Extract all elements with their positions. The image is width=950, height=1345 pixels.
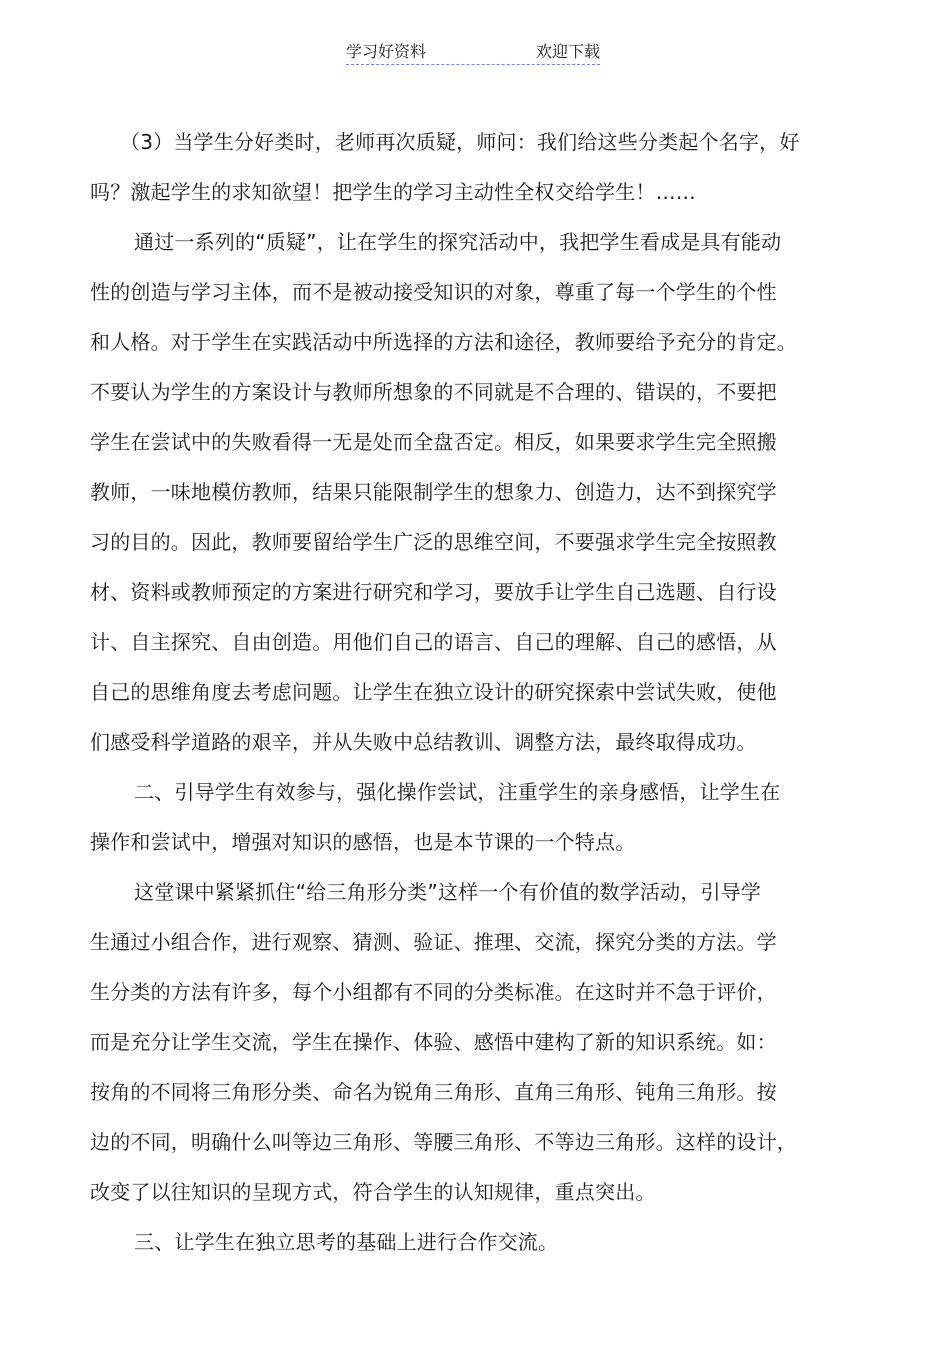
paragraph-line: 而是充分让学生交流，学生在操作、体验、感悟中建构了新的知识系统。如： [90, 1030, 777, 1054]
paragraph-line: 不要认为学生的方案设计与教师所想象的不同就是不合理的、错误的，不要把 [90, 380, 777, 404]
paragraph-line: 改变了以往知识的呈现方式，符合学生的认知规律，重点突出。 [90, 1180, 656, 1204]
page-header [346, 40, 600, 65]
paragraph-line: 和人格。对于学生在实践活动中所选择的方法和途径，教师要给予充分的肯定。 [90, 330, 797, 354]
paragraph-line: 二、引导学生有效参与，强化操作尝试，注重学生的亲身感悟，让学生在 [134, 780, 781, 804]
paragraph-line: 边的不同，明确什么叫等边三角形、等腰三角形、不等边三角形。这样的设计， [90, 1130, 797, 1154]
header-left-text: 学习好资料 [346, 42, 427, 61]
header-right-text: 欢迎下载 [535, 42, 600, 61]
paragraph-line: 习的目的。因此，教师要留给学生广泛的思维空间，不要强求学生完全按照教 [90, 530, 777, 554]
paragraph-line: （3）当学生分好类时，老师再次质疑，师问：我们给这些分类起个名字，好 [120, 130, 800, 154]
paragraph-line: 生分类的方法有许多，每个小组都有不同的分类标准。在这时并不急于评价， [90, 980, 777, 1004]
paragraph-line: 计、自主探究、自由创造。用他们自己的语言、自己的理解、自己的感悟，从 [90, 630, 777, 654]
paragraph-line: 操作和尝试中，增强对知识的感悟，也是本节课的一个特点。 [90, 830, 636, 854]
paragraph-line: 生通过小组合作，进行观察、猜测、验证、推理、交流，探究分类的方法。学 [90, 930, 777, 954]
paragraph-line: 材、资料或教师预定的方案进行研究和学习，要放手让学生自己选题、自行设 [90, 580, 777, 604]
paragraph-line: 这堂课中紧紧抓住“给三角形分类”这样一个有价值的数学活动，引导学 [134, 880, 762, 904]
paragraph-line: 通过一系列的“质疑”，让在学生的探究活动中，我把学生看成是具有能动 [134, 230, 782, 254]
paragraph-line: 学生在尝试中的失败看得一无是处而全盘否定。相反，如果要求学生完全照搬 [90, 430, 777, 454]
document-body [90, 117, 860, 1267]
paragraph-line: 吗？激起学生的求知欲望！把学生的学习主动性全权交给学生！…… [90, 180, 696, 204]
paragraph-line: 自己的思维角度去考虑问题。让学生在独立设计的研究探索中尝试失败，使他 [90, 680, 777, 704]
paragraph-line: 三、让学生在独立思考的基础上进行合作交流。 [134, 1230, 559, 1254]
paragraph-line: 性的创造与学习主体，而不是被动接受知识的对象，尊重了每一个学生的个性 [90, 280, 777, 304]
paragraph-line: 们感受科学道路的艰辛，并从失败中总结教训、调整方法，最终取得成功。 [90, 730, 757, 754]
paragraph-line: 教师，一味地模仿教师，结果只能限制学生的想象力、创造力，达不到探究学 [90, 480, 777, 504]
paragraph-line: 按角的不同将三角形分类、命名为锐角三角形、直角三角形、钝角三角形。按 [90, 1080, 777, 1104]
